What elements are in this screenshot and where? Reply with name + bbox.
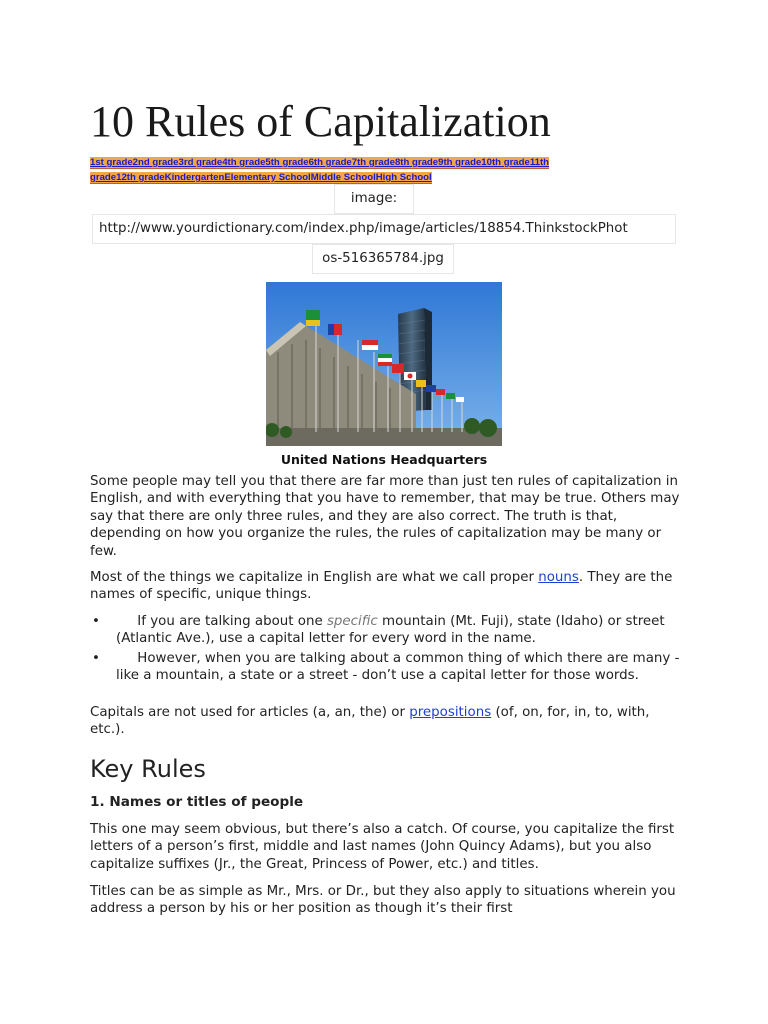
list-item (90, 613, 680, 648)
bullet1-indent (116, 614, 137, 629)
proper-nouns-paragraph (90, 569, 680, 604)
names-paragraph: This one may seem obvious, but there’s also a catch. Of course, you capitalize the first letters of a person’s first, middle and last names (John Quincy Adams), but you also capitalize suffixes (Jr., the Great, Princess of Power, etc.) and titles. (90, 822, 675, 872)
bullet1-after: mountain (Mt. Fuji), state (Idaho) or street (Atlantic Ave.), use a capital letter for every word in the name. (116, 614, 665, 647)
intro-paragraph: Some people may tell you that there are far more than just ten rules of capitalization in English, and with everything that you have to remember, that may be true. Others may say that there are only three rules, and they are also correct. The truth is that, depending on how you organize the rules, the rules of capitalization may be many or few. (90, 474, 680, 559)
grade-links (90, 155, 592, 185)
para3-after: (of, on, for, in, to, with, etc.). (90, 705, 650, 738)
prepositions-link[interactable]: prepositions (409, 705, 492, 720)
un-headquarters-illustration (266, 282, 502, 446)
photo-caption: United Nations Headquarters (280, 452, 488, 467)
page-title: 10 Rules of Capitalization (90, 97, 551, 146)
image-label-box (334, 184, 414, 214)
image-label: image: (350, 191, 398, 206)
list-item (90, 650, 680, 685)
nouns-link[interactable]: nouns (538, 570, 579, 585)
para3-before: Capitals are not used for articles (a, an, the) or (90, 705, 410, 720)
image-url-line1: http://www.yourdictionary.com/index.php/image/articles/18854.ThinkstockPhot (99, 221, 628, 236)
bullet2-indent (116, 651, 137, 666)
titles-paragraph: Titles can be as simple as Mr., Mrs. or Dr., but they also apply to situations wherein you address a person by his or her position as though it’s their first (90, 884, 676, 917)
bullet-list (90, 613, 680, 687)
image-url-line2: os-516365784.jpg (322, 251, 444, 266)
bullet1-emphasis: specific (326, 614, 378, 629)
grade-links-text[interactable]: 1st grade2nd grade3rd grade4th grade5th grade6th grade7th grade8th grade9th grade10th grade11th grade12th gradeKindergartenElementary SchoolMiddle SchoolHigh School (90, 157, 550, 183)
image-url-line1-box (92, 214, 676, 244)
para2-after: . They are the names of specific, unique things. (90, 570, 673, 603)
bullet1-before: If you are talking about one (137, 614, 327, 629)
bullet2-text: However, when you are talking about a common thing of which there are many - like a mountain, a state or a street - don’t use a capital letter for those words. (116, 650, 680, 684)
rule1-heading: 1. Names or titles of people (90, 794, 304, 810)
section-heading: Key Rules (90, 755, 206, 783)
para2-before: Most of the things we capitalize in English are what we call proper (90, 570, 539, 585)
un-headquarters-photo (266, 282, 502, 446)
prepositions-paragraph (90, 704, 680, 739)
bullet-marker: • (92, 650, 100, 666)
image-url-line2-box (312, 244, 454, 274)
bullet-marker: • (92, 614, 100, 629)
